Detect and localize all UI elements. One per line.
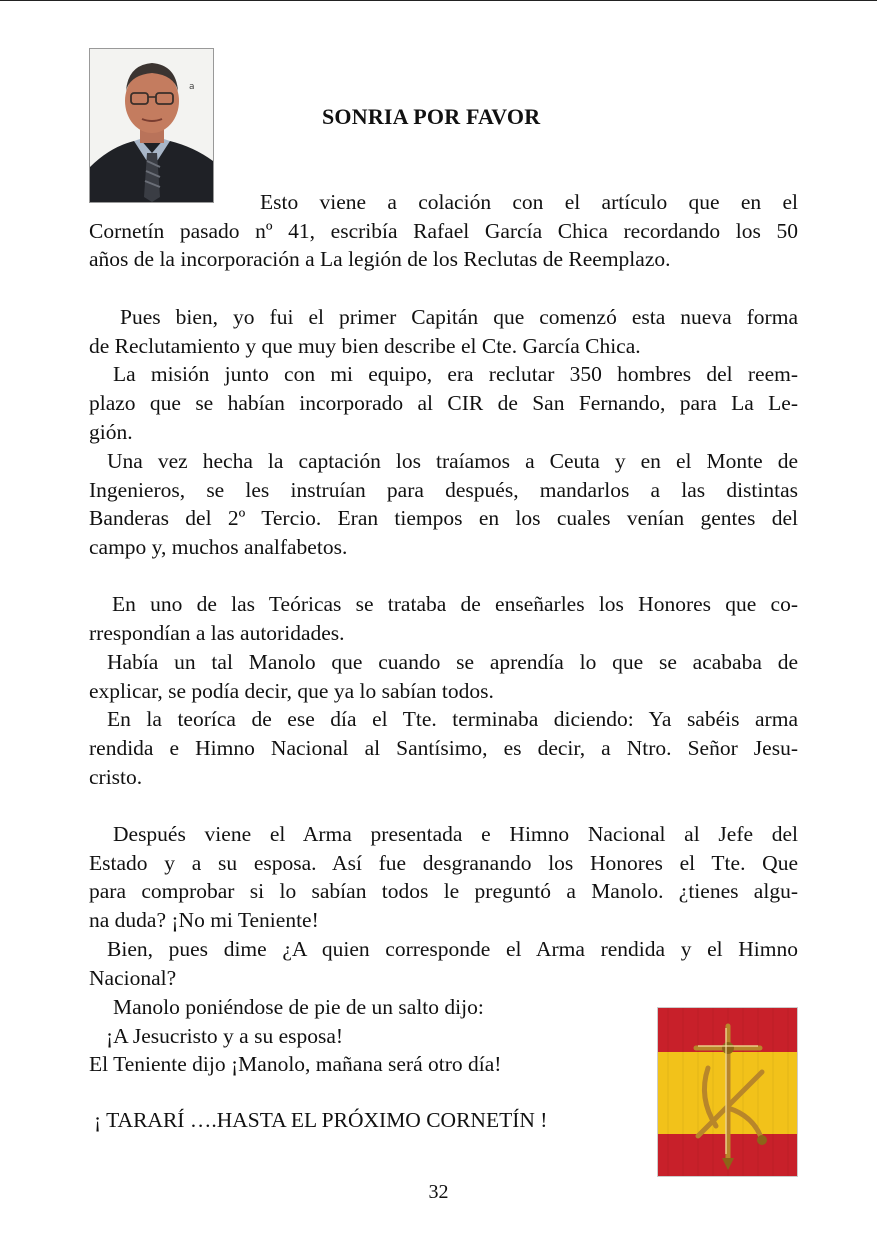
paragraph-9-end	[89, 964, 798, 993]
text-line: campo y, muchos analfabetos.	[89, 535, 348, 559]
text-line: para comprobar si lo sabían todos le preguntó a Manolo. ¿tienes algu-	[89, 879, 798, 904]
text-line: El Teniente dijo ¡Manolo, mañana será otro día!	[89, 1052, 502, 1077]
author-portrait	[89, 48, 214, 203]
text-line: ¡A Jesucristo y a su esposa!	[106, 1023, 344, 1048]
paragraph-3-end	[89, 418, 798, 447]
paragraph-5-end	[89, 619, 798, 648]
text-line: de Reclutamiento y que muy bien describe el Cte. García Chica.	[89, 334, 641, 358]
paragraph-2-end	[89, 332, 798, 361]
paragraph-9	[89, 935, 798, 964]
paragraph-8	[89, 820, 798, 906]
paragraph-6	[89, 648, 798, 677]
text-line: Ingenieros, se les instruían para después, mandarlos a las distintas	[89, 477, 798, 502]
page-number: 32	[428, 1181, 449, 1203]
top-rule	[0, 0, 877, 1]
paragraph-10	[89, 993, 649, 1079]
text-line: rendida e Himno Nacional al Santísimo, es decir, a Ntro. Señor Jesu-	[89, 735, 798, 760]
text-line: En uno de las Teóricas se trataba de enseñarles los Honores que co-	[112, 592, 798, 616]
text-line: rrespondían a las autoridades.	[89, 621, 345, 645]
text-line: Banderas del 2º Tercio. Eran tiempos en los cuales venían gentes del	[89, 506, 798, 531]
paragraph-1	[89, 188, 798, 245]
paragraph-5	[89, 590, 798, 619]
paragraph-6-end	[89, 677, 798, 706]
text-line: En la teoríca de ese día el Tte. terminaba diciendo: Ya sabéis arma	[107, 707, 798, 731]
text-line: Había un tal Manolo que cuando se aprendía lo que se acababa de	[107, 650, 798, 674]
text-line: Nacional?	[89, 966, 177, 990]
text-line: Cornetín pasado nº 41, escribía Rafael García Chica recordando los 50	[89, 218, 798, 243]
article-title: SONRIA POR FAVOR	[322, 104, 541, 129]
paragraph-7-end	[89, 763, 798, 792]
paragraph-1-end	[89, 245, 798, 274]
text-line: plazo que se habían incorporado al CIR de San Fernando, para La Le-	[89, 390, 798, 415]
text-line: La misión junto con mi equipo, era reclutar 350 hombres del reem-	[113, 362, 798, 386]
text-line: cristo.	[89, 765, 143, 789]
text-line: Esto viene a colación con el artículo que en el	[260, 190, 798, 214]
svg-text:a: a	[189, 82, 195, 92]
legion-flag-emblem	[657, 1007, 798, 1177]
paragraph-4	[89, 447, 798, 533]
paragraph-4-end	[89, 533, 798, 562]
text-line: gión.	[89, 420, 133, 444]
text-line: Pues bien, yo fui el primer Capitán que comenzó esta nueva forma	[120, 305, 798, 329]
paragraph-7	[89, 705, 798, 762]
text-line: Bien, pues dime ¿A quien corresponde el Arma rendida y el Himno	[107, 937, 798, 961]
paragraph-2	[89, 303, 798, 332]
text-line: años de la incorporación a La legión de los Reclutas de Reemplazo.	[89, 247, 671, 271]
text-line: na duda? ¡No mi Teniente!	[89, 908, 319, 932]
text-line: Manolo poniéndose de pie de un salto dijo:	[113, 995, 484, 1019]
paragraph-8-end	[89, 906, 798, 935]
text-line: Después viene el Arma presentada e Himno Nacional al Jefe del	[113, 822, 798, 846]
text-line: Estado y a su esposa. Así fue desgranando los Honores el Tte. Que	[89, 850, 798, 875]
closing-line: ¡ TARARÍ ….HASTA EL PRÓXIMO CORNETÍN !	[94, 1108, 548, 1132]
paragraph-3	[89, 360, 798, 417]
text-line: Una vez hecha la captación los traíamos a Ceuta y en el Monte de	[107, 449, 798, 473]
text-line: explicar, se podía decir, que ya lo sabían todos.	[89, 679, 494, 703]
